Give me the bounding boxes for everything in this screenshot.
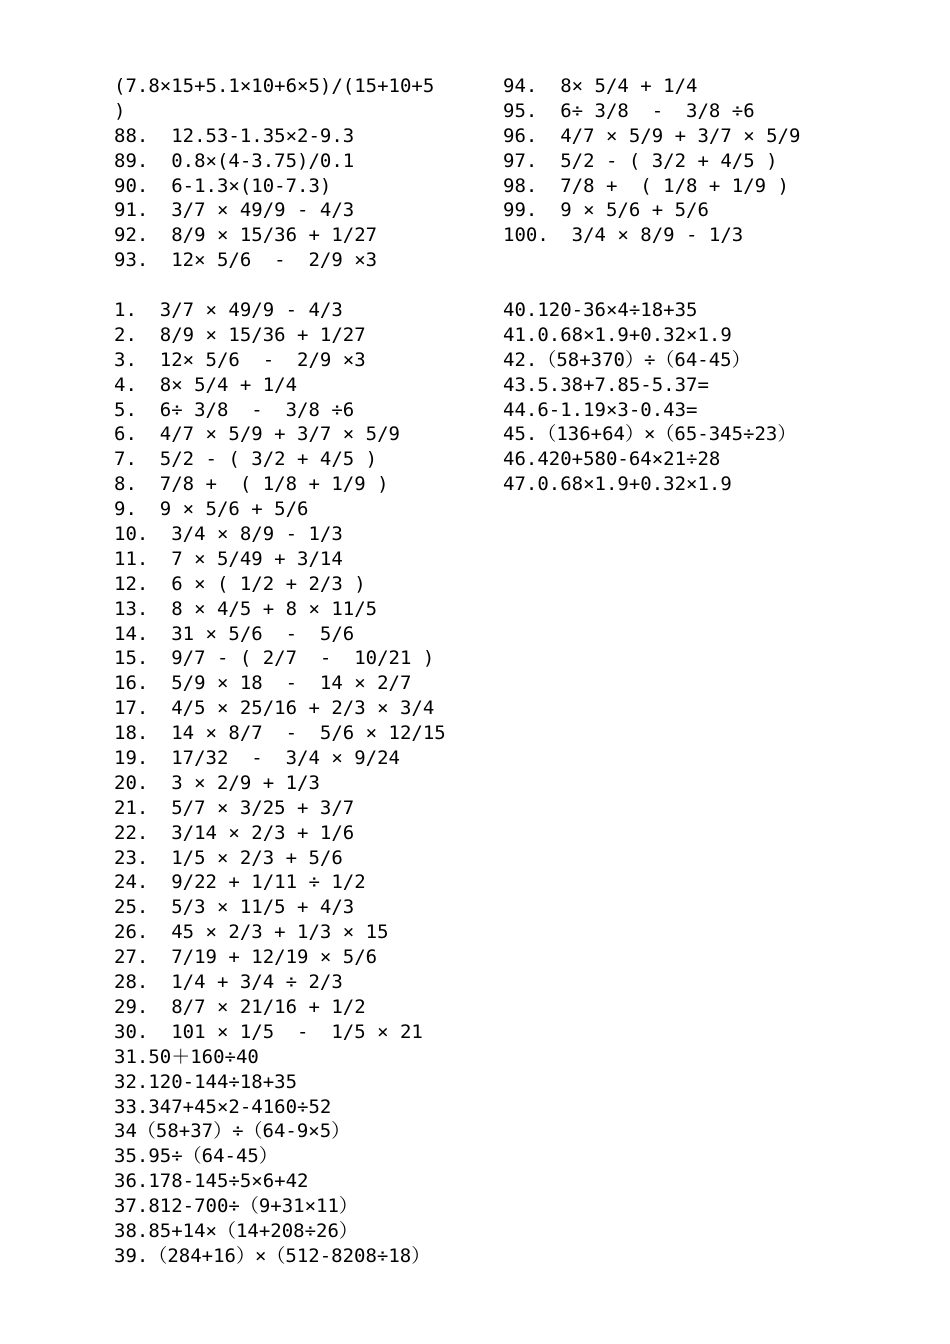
problem-line: 38.85+14×（14+208÷26）	[114, 1219, 358, 1242]
problem-line: 100. 3/4 × 8/9 - 1/3	[503, 224, 744, 247]
problem-line: 2. 8/9 × 15/36 + 1/27	[114, 323, 366, 346]
problem-line: 43.5.38+7.85-5.37=	[503, 373, 709, 396]
problem-line: 1. 3/7 × 49/9 - 4/3	[114, 299, 343, 321]
problem-line: 94. 8× 5/4 + 1/4	[503, 75, 698, 97]
problem-line: 21. 5/7 × 3/25 + 3/7	[114, 796, 355, 819]
problem-line: 93. 12× 5/6 - 2/9 ×3	[114, 249, 378, 272]
problem-line: 12. 6 × ( 1/2 + 2/3 )	[114, 572, 366, 595]
problem-line: 27. 7/19 + 12/19 × 5/6	[114, 946, 378, 969]
problem-line: 47.0.68×1.9+0.32×1.9	[503, 473, 732, 496]
problem-line: 26. 45 × 2/3 + 1/3 × 15	[114, 921, 389, 944]
problem-line: 13. 8 × 4/5 + 8 × 11/5	[114, 597, 378, 620]
main-left-problem-list	[114, 298, 494, 1269]
problem-line: 5. 6÷ 3/8 - 3/8 ÷6	[114, 398, 355, 421]
problem-line: 3. 12× 5/6 - 2/9 ×3	[114, 348, 366, 371]
problem-line: 29. 8/7 × 21/16 + 1/2	[114, 995, 366, 1018]
problem-line: 44.6-1.19×3-0.43=	[503, 398, 698, 421]
problem-line: 14. 31 × 5/6 - 5/6	[114, 622, 355, 645]
problem-line: 22. 3/14 × 2/3 + 1/6	[114, 821, 355, 844]
problem-line: 32.120-144÷18+35	[114, 1070, 298, 1093]
problem-line: 11. 7 × 5/49 + 3/14	[114, 547, 343, 570]
problem-line: )	[114, 99, 126, 122]
problem-line: (7.8×15+5.1×10+6×5)/(15+10+5	[114, 75, 435, 97]
problem-line: 39.（284+16）×（512-8208÷18）	[114, 1244, 431, 1267]
problem-line: 37.812-700÷（9+31×11）	[114, 1195, 358, 1218]
problem-line: 19. 17/32 - 3/4 × 9/24	[114, 747, 400, 770]
problem-line: 40.120-36×4÷18+35	[503, 299, 698, 321]
problem-line: 23. 1/5 × 2/3 + 5/6	[114, 846, 343, 869]
problem-line: 10. 3/4 × 8/9 - 1/3	[114, 523, 343, 546]
main-right-problem-list	[503, 298, 923, 497]
problem-line: 24. 9/22 + 1/11 ÷ 1/2	[114, 871, 366, 894]
problem-line: 90. 6-1.3×(10-7.3)	[114, 174, 332, 197]
problem-line: 46.420+580-64×21÷28	[503, 448, 721, 471]
problem-line: 25. 5/3 × 11/5 + 4/3	[114, 896, 355, 919]
problem-line: 16. 5/9 × 18 - 14 × 2/7	[114, 672, 412, 695]
top-left-problem-list	[114, 74, 474, 273]
problem-line: 41.0.68×1.9+0.32×1.9	[503, 323, 732, 346]
problem-line: 92. 8/9 × 15/36 + 1/27	[114, 224, 378, 247]
problem-line: 98. 7/8 + ( 1/8 + 1/9 )	[503, 174, 789, 197]
problem-line: 15. 9/7 - ( 2/7 - 10/21 )	[114, 647, 435, 670]
problem-line: 20. 3 × 2/9 + 1/3	[114, 771, 320, 794]
problem-line: 42.（58+370）÷（64-45）	[503, 348, 751, 371]
problem-line: 95. 6÷ 3/8 - 3/8 ÷6	[503, 99, 755, 122]
problem-line: 88. 12.53-1.35×2-9.3	[114, 124, 355, 147]
problem-line: 28. 1/4 + 3/4 ÷ 2/3	[114, 971, 343, 994]
problem-line: 6. 4/7 × 5/9 + 3/7 × 5/9	[114, 423, 400, 446]
top-right-problem-list	[503, 74, 903, 248]
problem-line: 17. 4/5 × 25/16 + 2/3 × 3/4	[114, 697, 435, 720]
problem-line: 4. 8× 5/4 + 1/4	[114, 373, 298, 396]
problem-line: 18. 14 × 8/7 - 5/6 × 12/15	[114, 722, 446, 745]
problem-line: 33.347+45×2-4160÷52	[114, 1095, 332, 1118]
problem-line: 36.178-145÷5×6+42	[114, 1170, 309, 1193]
problem-line: 91. 3/7 × 49/9 - 4/3	[114, 199, 355, 222]
problem-line: 31.50＋160÷40	[114, 1045, 259, 1068]
problem-line: 89. 0.8×(4-3.75)/0.1	[114, 149, 355, 172]
problem-line: 8. 7/8 + ( 1/8 + 1/9 )	[114, 473, 389, 496]
problem-line: 35.95÷（64-45）	[114, 1145, 278, 1168]
problem-line: 9. 9 × 5/6 + 5/6	[114, 498, 309, 521]
problem-line: 7. 5/2 - ( 3/2 + 4/5 )	[114, 448, 378, 471]
problem-line: 45.（136+64）×（65-345÷23）	[503, 423, 797, 446]
problem-line: 96. 4/7 × 5/9 + 3/7 × 5/9	[503, 124, 801, 147]
problem-line: 34（58+37）÷（64-9×5）	[114, 1120, 351, 1143]
problem-line: 30. 101 × 1/5 - 1/5 × 21	[114, 1020, 423, 1043]
problem-line: 97. 5/2 - ( 3/2 + 4/5 )	[503, 149, 778, 172]
problem-line: 99. 9 × 5/6 + 5/6	[503, 199, 709, 222]
